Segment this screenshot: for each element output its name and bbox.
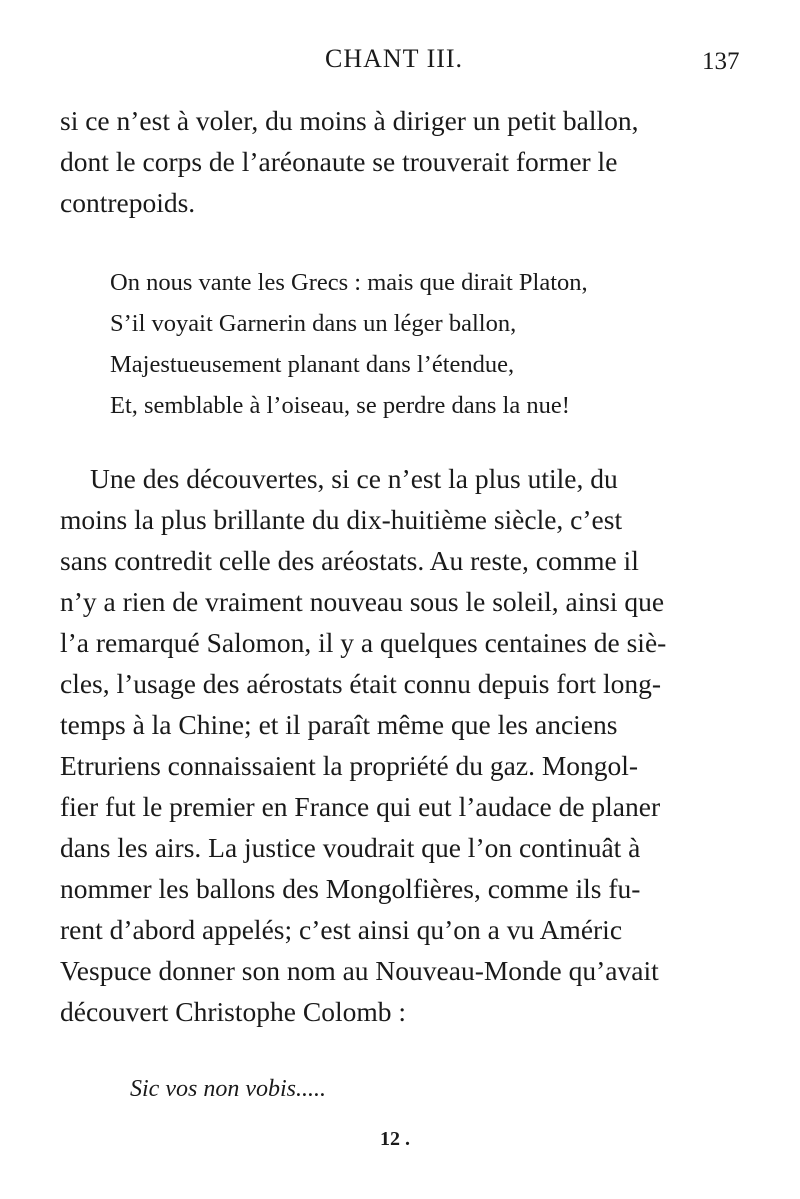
verse-line: Majestueusement planant dans l’étendue,	[110, 351, 515, 378]
text-line: fier fut le premier en France qui eut l’audace de planer	[60, 791, 661, 822]
text-line: moins la plus brillante du dix-huitième siècle, c’est	[60, 504, 623, 535]
verse-line: Et, semblable à l’oiseau, se perdre dans la nue!	[110, 392, 570, 419]
text-line: Une des découvertes, si ce n’est la plus utile, du	[90, 463, 618, 494]
text-line: dont le corps de l’aréonaute se trouverait former le	[60, 146, 618, 177]
text-line: si ce n’est à voler, du moins à diriger un petit ballon,	[60, 105, 639, 136]
text-line: Vespuce donner son nom au Nouveau-Monde qu’avait	[60, 955, 659, 986]
paragraph-main	[60, 458, 750, 1032]
text-line: temps à la Chine; et il paraît même que les anciens	[60, 709, 618, 740]
text-line: dans les airs. La justice voudrait que l’on continuât à	[60, 832, 641, 863]
text-line: n’y a rien de vraiment nouveau sous le soleil, ainsi que	[60, 586, 665, 617]
signature-mark: 12 .	[380, 1128, 410, 1150]
running-head	[0, 44, 800, 84]
text-line: l’a remarqué Salomon, il y a quelques centaines de siè-	[60, 627, 667, 658]
text-line: découvert Christophe Colomb :	[60, 996, 406, 1027]
chapter-title: CHANT III.	[325, 44, 464, 73]
paragraph-continuation	[60, 100, 750, 223]
verse-block	[110, 262, 710, 426]
text-line: Etruriens connaissaient la propriété du gaz. Mongol-	[60, 750, 639, 781]
text-line: cles, l’usage des aérostats était connu depuis fort long-	[60, 668, 661, 699]
verse-line: S’il voyait Garnerin dans un léger ballon,	[110, 310, 517, 337]
text-line: nommer les ballons des Mongolfières, comme ils fu-	[60, 873, 641, 904]
verse-line: On nous vante les Grecs : mais que dirait Platon,	[110, 269, 588, 296]
text-line: sans contredit celle des aréostats. Au reste, comme il	[60, 545, 639, 576]
text-line: rent d’abord appelés; c’est ainsi qu’on a vu Améric	[60, 914, 623, 945]
text-line: contrepoids.	[60, 187, 196, 218]
page-number: 137	[702, 48, 740, 75]
latin-quote: Sic vos non vobis.....	[130, 1076, 326, 1102]
